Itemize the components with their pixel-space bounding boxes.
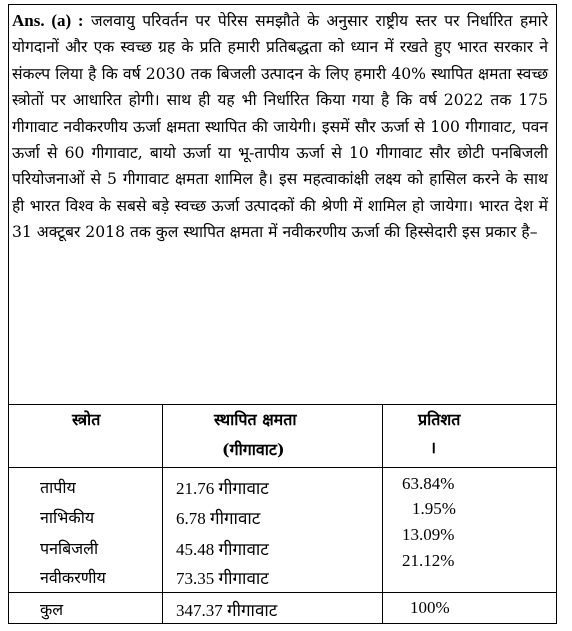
row-percent: 13.09% [402, 525, 455, 544]
row-percent: 1.95% [412, 499, 456, 518]
row-percent: 21.12% [402, 551, 455, 570]
total-capacity: 347.37 गीगावाट [176, 601, 278, 620]
row-capacity: 45.48 गीगावाट [176, 540, 269, 559]
row-percent: 63.84% [402, 474, 455, 493]
total-divider [8, 592, 557, 593]
row-source: नवीकरणीय [40, 568, 106, 587]
row-source: नाभिकीय [40, 508, 95, 527]
row-capacity: 21.76 गीगावाट [176, 479, 269, 498]
column-divider-1 [162, 404, 163, 624]
table-top-border [8, 404, 557, 405]
row-capacity: 73.35 गीगावाट [176, 569, 269, 588]
answer-text: जलवायु परिवर्तन पर पेरिस समझौते के अनुसार राष्ट्रीय स्तर पर निर्धारित हमारे योगदानों और एक स्वच्छ ग्रह के प्रति हमारी प्रतिबद्धता को ध्यान में रखते हुए भारत सरकार ने संकल्प लिया है कि वर्ष 2030 तक बिजली उत्पादन के लिए हमारी 40% स्थापित क्षमता स्वच्छ स्त्रोतों पर आधारित होगी। साथ ही यह भी निर्धारित किया गया है कि वर्ष 2022 तक 175 गीगावाट नवीकरणीय ऊर्जा क्षमता स्थापित की जायेगी। इसमें सौर ऊर्जा से 100 गीगावाट, पवन ऊर्जा से 60 गीगावाट, बायो ऊर्जा या भू-तापीय ऊर्जा से 10 गीगावाट सौर छोटी पनबिजली परियोजनाओं से 5 गीगावाट क्षमता शामिल है। इस महत्वाकांक्षी लक्ष्य को हासिल करने के साथ ही भारत विश्व के सबसे बड़े स्वच्छ ऊर्जा उत्पादकों की श्रेणी में शामिल हो जायेगा। भारत देश में 31 अक्टूबर 2018 तक कुल स्थापित क्षमता में नवीकरणीय ऊर्जा की हिस्सेदारी इस प्रकार है– [12, 12, 548, 242]
total-source: कुल [40, 600, 64, 619]
header-percent-cont: । [430, 438, 437, 457]
row-source: तापीय [40, 478, 76, 497]
header-capacity: स्थापित क्षमता [214, 410, 297, 429]
row-source: पनबिजली [40, 539, 99, 558]
answer-paragraph [12, 8, 548, 246]
header-percent: प्रतिशत [418, 410, 461, 429]
total-percent: 100% [410, 598, 450, 617]
header-divider [8, 467, 557, 468]
header-source: स्त्रोत [72, 410, 101, 429]
column-divider-2 [382, 404, 383, 624]
header-capacity-unit: (गीगावाट) [222, 440, 285, 459]
answer-label: Ans. (a) : [12, 11, 84, 30]
row-capacity: 6.78 गीगावाट [176, 509, 261, 528]
